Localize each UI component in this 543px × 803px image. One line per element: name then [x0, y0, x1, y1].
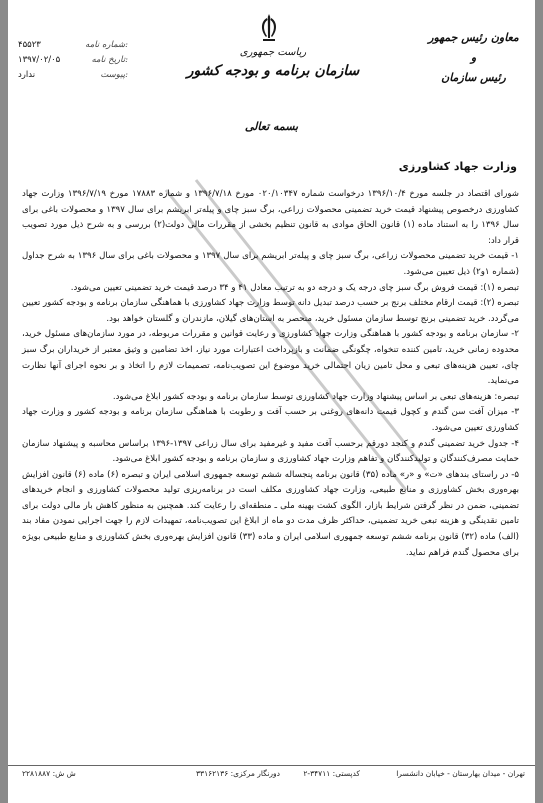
footer-phone: دورنگار مرکزی: ۳۳۱۶۲۱۳۶: [196, 769, 280, 778]
paragraph: شورای اقتصاد در جلسه مورخ ۱۳۹۶/۱۰/۴ درخواست شماره ۰۲۰/۱۰۳۴۷ مورخ ۱۳۹۶/۷/۱۸ و شماره ۱۷۸۸۳ مورخ ۱۳۹۶/۷/۱۹ وزارت جهاد کشاورزی درخصوص پیشنهاد قیمت خرید تضمینی محصولات زراعی، برگ سبز چای و پیله‌تر ابریشم برای سال ۱۳۹۷ و محصولات باغی برای سال ۱۳۹۶ را به استناد ماده (۱) قانون الحاق موادی به قانون تنظیم بخشی از مقررات مالی دولت(۲) بررسی و به شرح ذیل مورد تصویب قرار داد:: [22, 189, 520, 246]
meta-number: [18, 40, 128, 55]
presidency-label: ریاست جمهوری: [239, 47, 307, 58]
paragraph: ۱- قیمت خرید تضمینی محصولات زراعی، برگ سبز چای و پیله‌تر ابریشم برای سال ۱۳۹۷ و محصولات باغی برای سال ۱۳۹۶ به شرح جداول (شماره ۱و۲) ذیل تعیین می‌شود.: [22, 251, 519, 277]
vp-line-1: معاون رئیس جمهور: [428, 31, 519, 44]
emblem-icon: [258, 12, 280, 42]
meta-date-value: ۱۳۹۷/۰۲/۰۵: [18, 55, 61, 65]
letter-page: [8, 0, 535, 803]
meta-number-value: ۴۵۵۲۳: [18, 40, 41, 50]
paragraph: تبصره: هزینه‌های تبعی بر اساس پیشنهاد وزارت جهاد کشاورزی توسط سازمان برنامه و بودجه کشور ابلاغ می‌شود.: [112, 391, 519, 402]
footer-fax: ش ش: ۲۲۸۱۸۸۷: [22, 769, 76, 778]
paragraph: ۳- میزان آفت سن گندم و کچول قیمت دانه‌های روغنی بر حسب آفت و رطوبت با هماهنگی سازمان برنامه و بودجه کشور و وزارت جهاد کشاورزی تعیین می‌شود.: [22, 407, 519, 433]
paragraph: تبصره (۲): قیمت ارقام مختلف برنج بر حسب درصد تبدیل دانه توسط وزارت جهاد کشاورزی با هماهنگی سازمان برنامه و بودجه کشور تعیین می‌گردد. خرید تضمینی برنج توسط سازمان مسئول خرید، منحصر به استان‌های گیلان، مازندران و گلستان خواهد بود.: [22, 298, 519, 324]
meta-date-label: تاریخ نامه:: [91, 55, 128, 65]
letterhead-vp-title: [426, 28, 521, 88]
footer-address: تهران - میدان بهارستان - خیابان دانشسرا: [396, 769, 525, 778]
bismillah-heading: بسمه تعالی: [244, 120, 299, 133]
letter-footer: [8, 765, 535, 780]
meta-attachment: [18, 70, 128, 85]
recipient: وزارت جهاد کشاورزی: [398, 160, 517, 173]
meta-number-label: شماره نامه:: [85, 40, 128, 50]
meta-date: [18, 55, 128, 70]
vp-line-2: و: [470, 51, 477, 64]
organization-name: سازمان برنامه و بودجه کشور: [186, 63, 360, 79]
paragraph: ۴- جدول خرید تضمینی گندم و کنجد دورقم برحسب آفت مفید و غیرمفید برای سال زراعی ۱۳۹۷-۱۳۹۶ براساس محاسبه و پیشنهاد سازمان حمایت مصرف‌کنندگان و تولیدکنندگان و تفاهم وزارت جهاد کشاورزی و سازمان برنامه و بودجه کشور ابلاغ می‌شود.: [22, 438, 520, 465]
vp-line-3: رئیس سازمان: [441, 71, 506, 84]
meta-attachment-label: پیوست:: [100, 70, 128, 80]
paragraph: ۵- در راستای بندهای «ت» و «ر» ماده (۳۵) قانون برنامه پنجساله ششم توسعه جمهوری اسلامی ایران و تبصره (۶) ماده (۶) قانون افزایش بهره‌وری بخش کشاورزی و منابع طبیعی، وزارت جهاد کشاورزی مکلف است در برنامه‌ریزی تولید محصولات کشاورزی و انجام خریدهای تضمینی، ضمن در نظر گرفتن شرایط بازار، الگوی کشت بهینه ملی ـ منطقه‌ای را رعایت کند. همچنین به منظور کاهش بار مالی دولت برای تامین نقدینگی و هزینه تبعی خرید تضمینی، حداکثر ظرف مدت دو ماه از ابلاغ این تصویب‌نامه، تمهیدات لازم را جهت اجرایی نمودن مفاد بند (الف) ماده (۳۲) قانون برنامه ششم توسعه جمهوری اسلامی ایران و ماده (۳۳) قانون افزایش بهره‌وری بخش کشاورزی و منابع طبیعی بویژه برای محصول گندم فراهم نماید.: [22, 469, 520, 558]
letter-meta: [18, 40, 128, 85]
paragraph: تبصره (۱): قیمت فروش برگ سبز چای درجه یک و درجه دو به ترتیب معادل ۴۱ و ۳۴ درصد قیمت خرید تضمینی تعیین می‌شود.: [70, 282, 519, 293]
footer-postal: کدپستی: ۳۴۷۱۱-۲: [303, 769, 360, 778]
letterhead-org: [158, 45, 388, 81]
letter-body: [22, 187, 519, 561]
meta-attachment-value: ندارد: [18, 70, 36, 80]
paragraph: ۲- سازمان برنامه و بودجه کشور با هماهنگی وزارت جهاد کشاورزی و رعایت قوانین و مقررات مربوطه، در مورد سازمان‌های مسئول خرید، محدوده زمانی خرید، تامین کننده تنخواه، چگونگی ضمانت و بازپرداخت اعتبارات مورد نیاز، اخذ تضامین و وثیق معتبر از خریداران برگ سبز چای، تعیین هزینه‌های تبعی و محل تامین زیان احتمالی خرید موضوع این تصویب‌نامه، تصمیمات لازم را اتخاذ و بر نحوه اجرای آنها نظارت می‌نماید.: [22, 329, 519, 387]
